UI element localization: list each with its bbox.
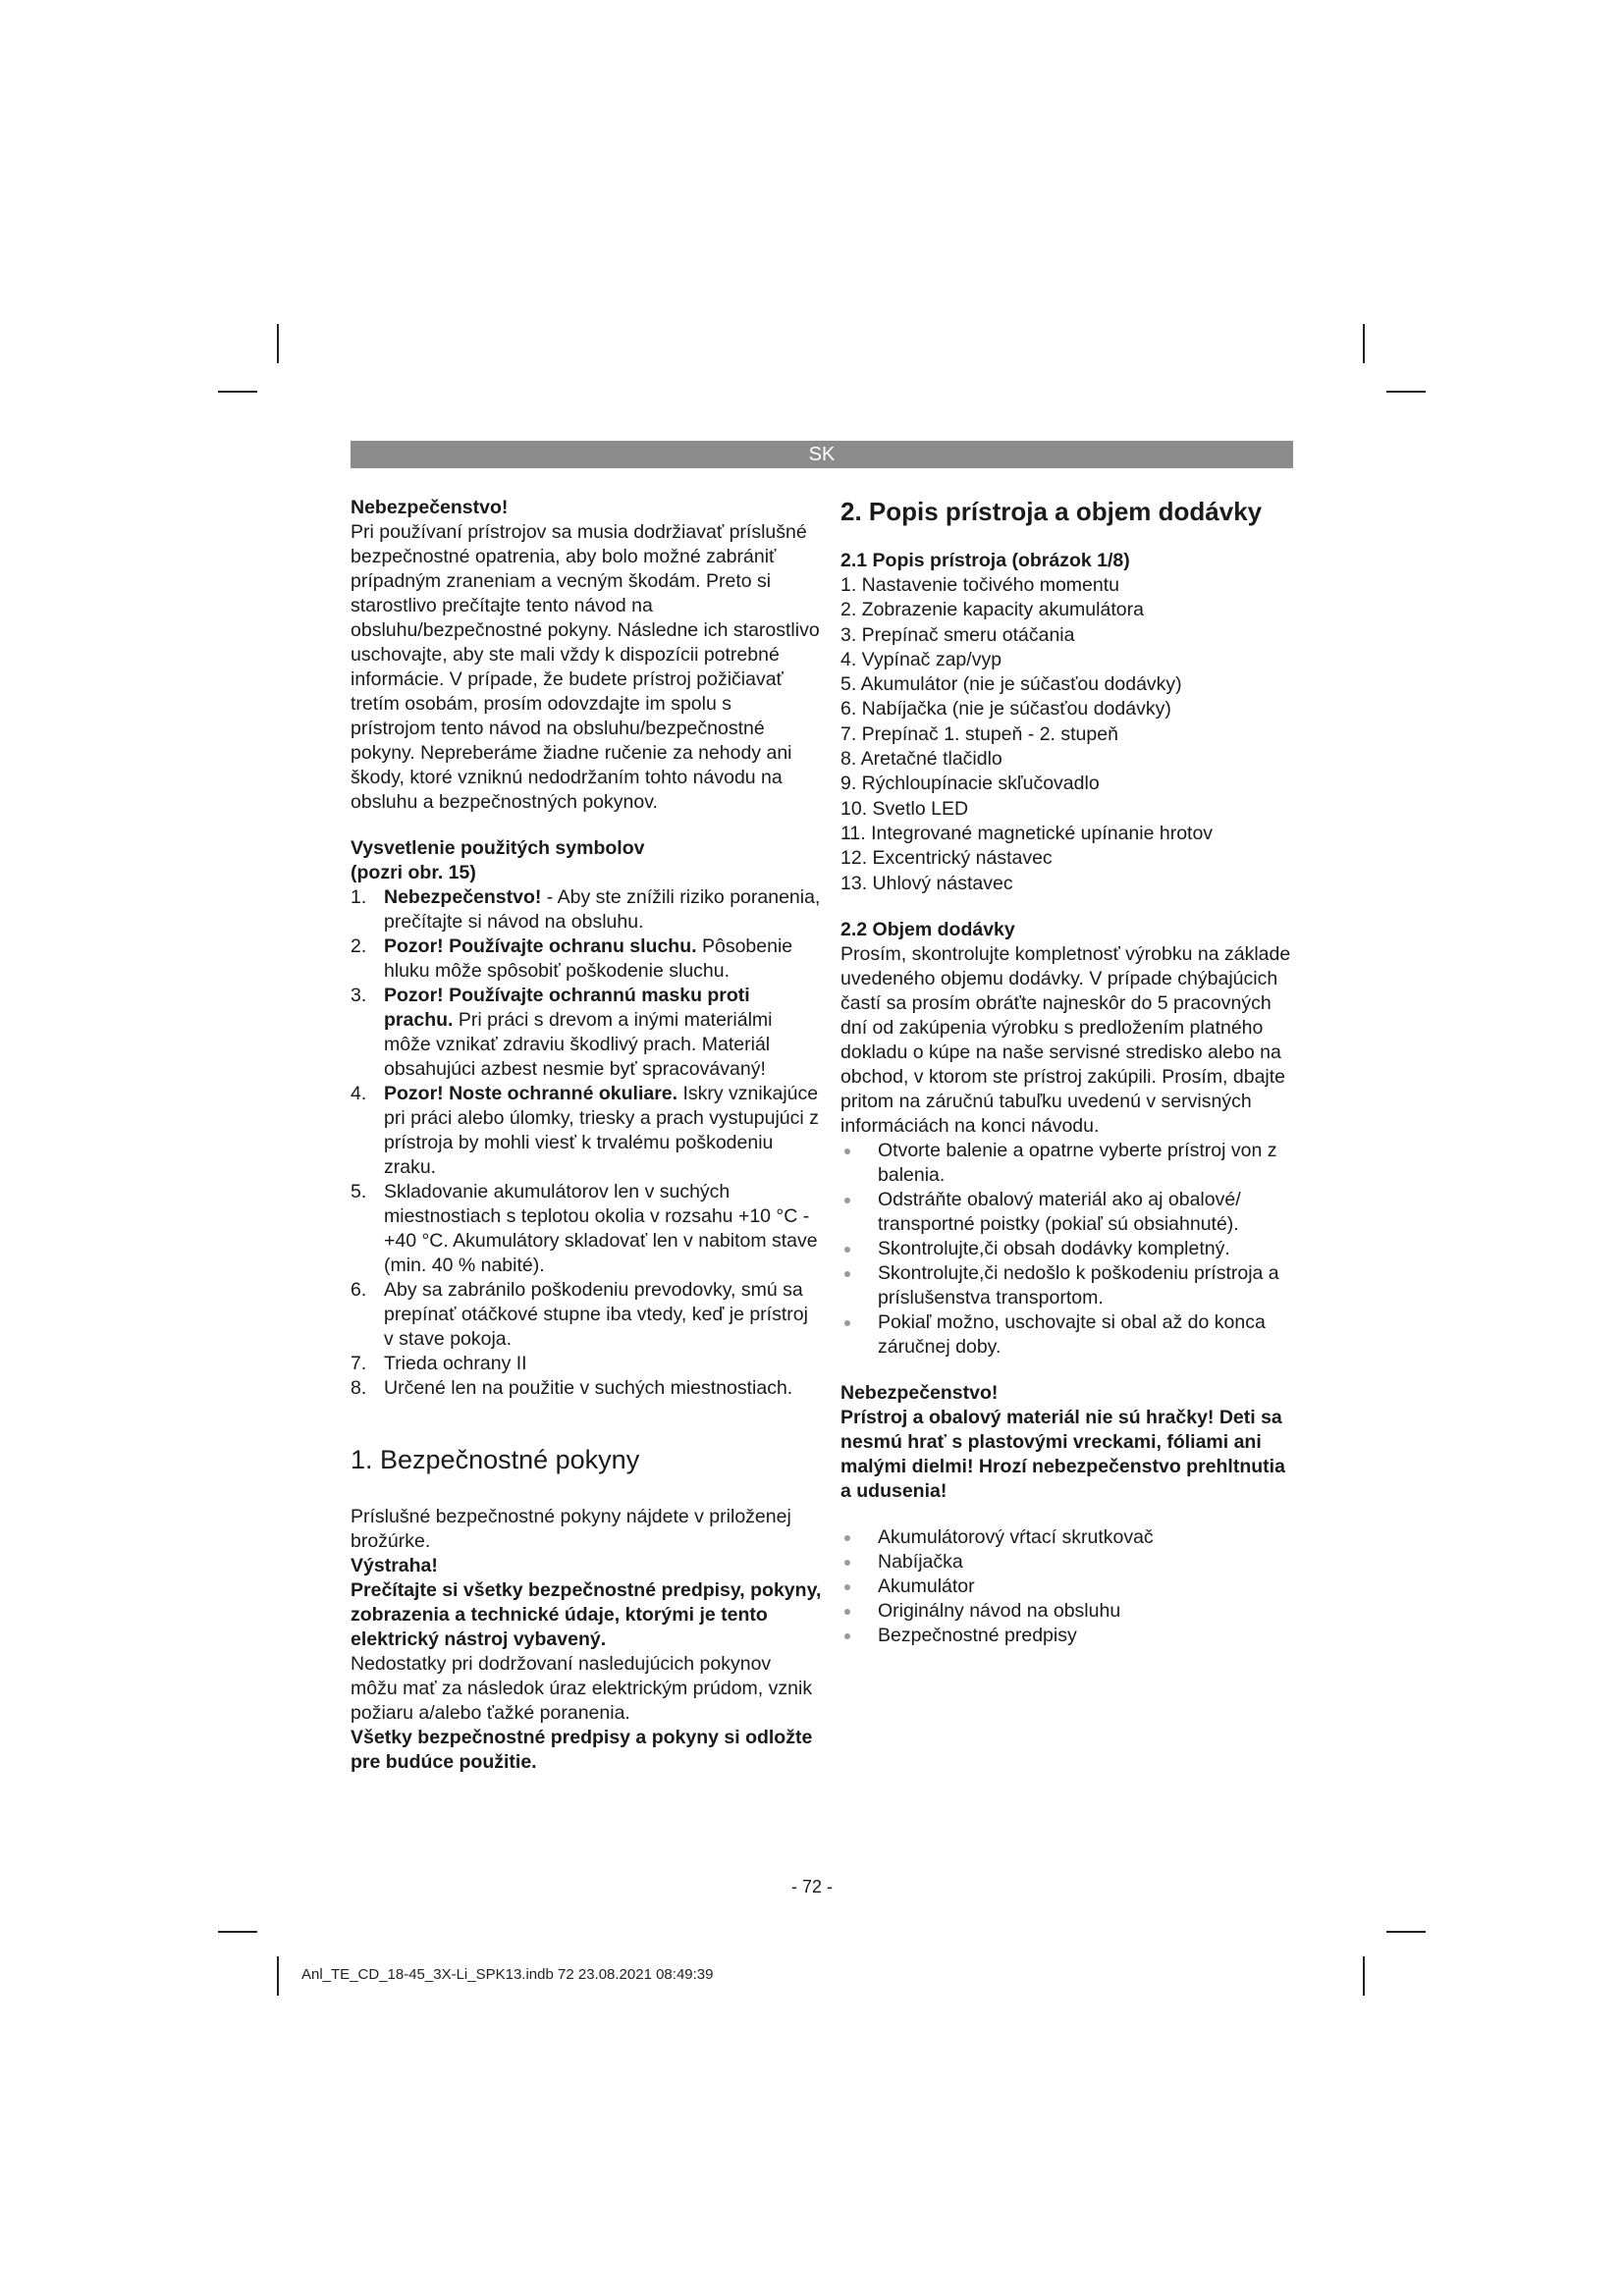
delivery-item: Akumulátor [840,1575,1294,1599]
delivery-item: Bezpečnostné predpisy [840,1624,1294,1648]
print-footer: Anl_TE_CD_18-45_3X-Li_SPK13.indb 72 23.08.2021 08:49:39 [301,1966,714,1983]
check-list [840,1139,1294,1360]
section-1-text: Príslušné bezpečnostné pokyny nájdete v priloženej brožúrke. [351,1506,791,1552]
part-item: 10. Svetlo LED [840,797,969,820]
symbol-item: 7. Trieda ochrany II [351,1353,527,1374]
language-label: SK [808,444,836,465]
symbol-item: 8. Určené len na použitie v suchých miestnostiach. [351,1377,793,1399]
symbols-list [351,885,822,1401]
crop-mark-top-left-h [218,391,257,393]
delivery-list [840,1525,1294,1648]
part-item: 11. Integrované magnetické upínanie hrotov [840,822,1214,844]
delivery-item: Originálny návod na obsluhu [840,1599,1294,1624]
left-column [351,496,822,1775]
subsection-2-1-title: 2.1 Popis prístroja (obrázok 1/8) [840,550,1130,571]
symbol-item: 5. Skladovanie akumulátorov len v suchých miestnostiach s teplotou okolia v rozsahu +10 °C - +40 °C. Akumulátory skladovať len v nabitom stave (min. 40 % nabité). [351,1181,818,1276]
warning-keep-text: Všetky bezpečnostné predpisy a pokyny si odložte pre budúce použitie. [351,1727,813,1773]
symbols-subtitle: (pozri obr. 15) [351,862,476,883]
part-item: 9. Rýchloupínacie skľučovadlo [840,773,1100,795]
part-item: 12. Excentrický nástavec [840,847,1053,870]
crop-mark-bottom-right-v [1363,1956,1365,1996]
section-1-title: 1. Bezpečnostné pokyny [351,1445,640,1474]
danger-text: Pri používaní prístrojov sa musia dodržiavať príslušné bezpečnostné opatrenia, aby bolo možné zabrániť prípadným zraneniam a vecným škodám. Preto si starostlivo prečítajte tento návod na obsluhu/bezpečnostné pokyny. Následne ich starostlivo uschovajte, aby ste mali vždy k dispozícii potrebné informácie. V prípade, že budete prístroj požičiavať tretím osobám, prosím odovzdajte im spolu s prístrojom tento návod na obsluhu/bezpečnostné pokyny. Nepreberáme žiadne ručenie za nehody ani škody, ktoré vzniknú nedodržaním tohto návodu na obsluhu a bezpečnostných pokynov. [351,521,820,813]
part-item: 2. Zobrazenie kapacity akumulátora [840,599,1144,621]
part-item: 5. Akumulátor (nie je súčasťou dodávky) [840,673,1182,696]
warning-title: Výstraha! [351,1555,438,1576]
crop-mark-bottom-left-h [218,1931,257,1933]
check-item: Otvorte balenie a opatrne vyberte prístroj von z balenia. [840,1139,1294,1188]
crop-mark-bottom-left-v [277,1956,279,1996]
symbol-item: 3. Pozor! Používajte ochrannú masku proti prachu. Pri práci s drevom a inými materiálmi môže vznikať zdraviu škodlivý prach. Materiál obsahujúci azbest nesmie byť spracovávaný! [351,985,773,1080]
check-item: Skontrolujte,či nedošlo k poškodeniu prístroja a príslušenstva transportom. [840,1261,1294,1310]
check-item: Odstráňte obalový materiál ako aj obalové/ transportné poistky (pokiaľ sú obsiahnuté). [840,1188,1294,1237]
subsection-2-2-text: Prosím, skontrolujte kompletnosť výrobku na základe uvedeného objemu dodávky. V prípade chýbajúcich častí sa prosím obráťte najneskôr do 5 pracovných dní od zakúpenia výrobku s predložením platného dokladu o kúpe na naše servisné stredisko alebo na obchod, v ktorom ste prístroj zakúpili. Prosím, dbajte pritom na záručnú tabuľku uvedenú v servisných informáciách na konci návodu. [840,942,1291,1137]
crop-mark-top-right-v [1363,324,1365,363]
page-number: - 72 - [790,1877,833,1896]
delivery-item: Akumulátorový vŕtací skrutkovač [840,1525,1294,1550]
crop-mark-bottom-right-h [1386,1931,1426,1933]
section-2-title: 2. Popis prístroja a objem dodávky [840,497,1263,526]
delivery-item: Nabíjačka [840,1550,1294,1575]
part-item: 7. Prepínač 1. stupeň - 2. stupeň [840,722,1118,745]
warning-bold-text: Prečítajte si všetky bezpečnostné predpisy, pokyny, zobrazenia a technické údaje, ktorými je tento elektrický nástroj vybavený. [351,1579,822,1650]
warning-text: Nedostatky pri dodržovaní nasledujúcich pokynov môžu mať za následok úraz elektrickým prúdom, vznik požiaru a/alebo ťažké poranenia. [351,1653,813,1724]
danger-2-text: Prístroj a obalový materiál nie sú hračky! Deti sa nesmú hrať s plastovými vreckami, fóliami ani malými dielmi! Hrozí nebezpečenstvo prehltnutia a udusenia! [840,1406,1285,1502]
part-item: 13. Uhlový nástavec [840,872,1013,894]
language-header-bar [351,441,1293,468]
symbol-item: 4. Pozor! Noste ochranné okuliare. Iskry vznikajúce pri práci alebo úlomky, triesky a prach vystupujúci z prístroja by mohli viesť k trvalému poškodeniu zraku. [351,1083,819,1178]
parts-list [840,573,1294,896]
right-column [840,496,1294,1648]
symbols-title: Vysvetlenie použitých symbolov [351,837,645,859]
part-item: 8. Aretačné tlačidlo [840,748,1002,771]
crop-mark-top-left-v [277,324,279,363]
symbol-item: 6. Aby sa zabránilo poškodeniu prevodovky, smú sa prepínať otáčkové stupne iba vtedy, keď je prístroj v stave pokoja. [351,1279,808,1350]
check-item: Pokiaľ možno, uschovajte si obal až do konca záručnej doby. [840,1310,1294,1360]
check-item: Skontrolujte,či obsah dodávky kompletný. [840,1237,1294,1261]
danger-title: Nebezpečenstvo! [351,497,509,518]
part-item: 1. Nastavenie točivého momentu [840,574,1119,596]
part-item: 6. Nabíjačka (nie je súčasťou dodávky) [840,698,1171,721]
part-item: 3. Prepínač smeru otáčania [840,623,1075,646]
subsection-2-2-title: 2.2 Objem dodávky [840,918,1015,940]
danger-2-title: Nebezpečenstvo! [840,1381,999,1404]
part-item: 4. Vypínač zap/vyp [840,648,1002,670]
symbol-item: 1. Nebezpečenstvo! - Aby ste znížili riziko poranenia, prečítajte si návod na obsluhu. [351,886,821,933]
symbol-item: 2. Pozor! Používajte ochranu sluchu. Pôsobenie hluku môže spôsobiť poškodenie sluchu. [351,935,793,982]
crop-mark-top-right-h [1386,391,1426,393]
